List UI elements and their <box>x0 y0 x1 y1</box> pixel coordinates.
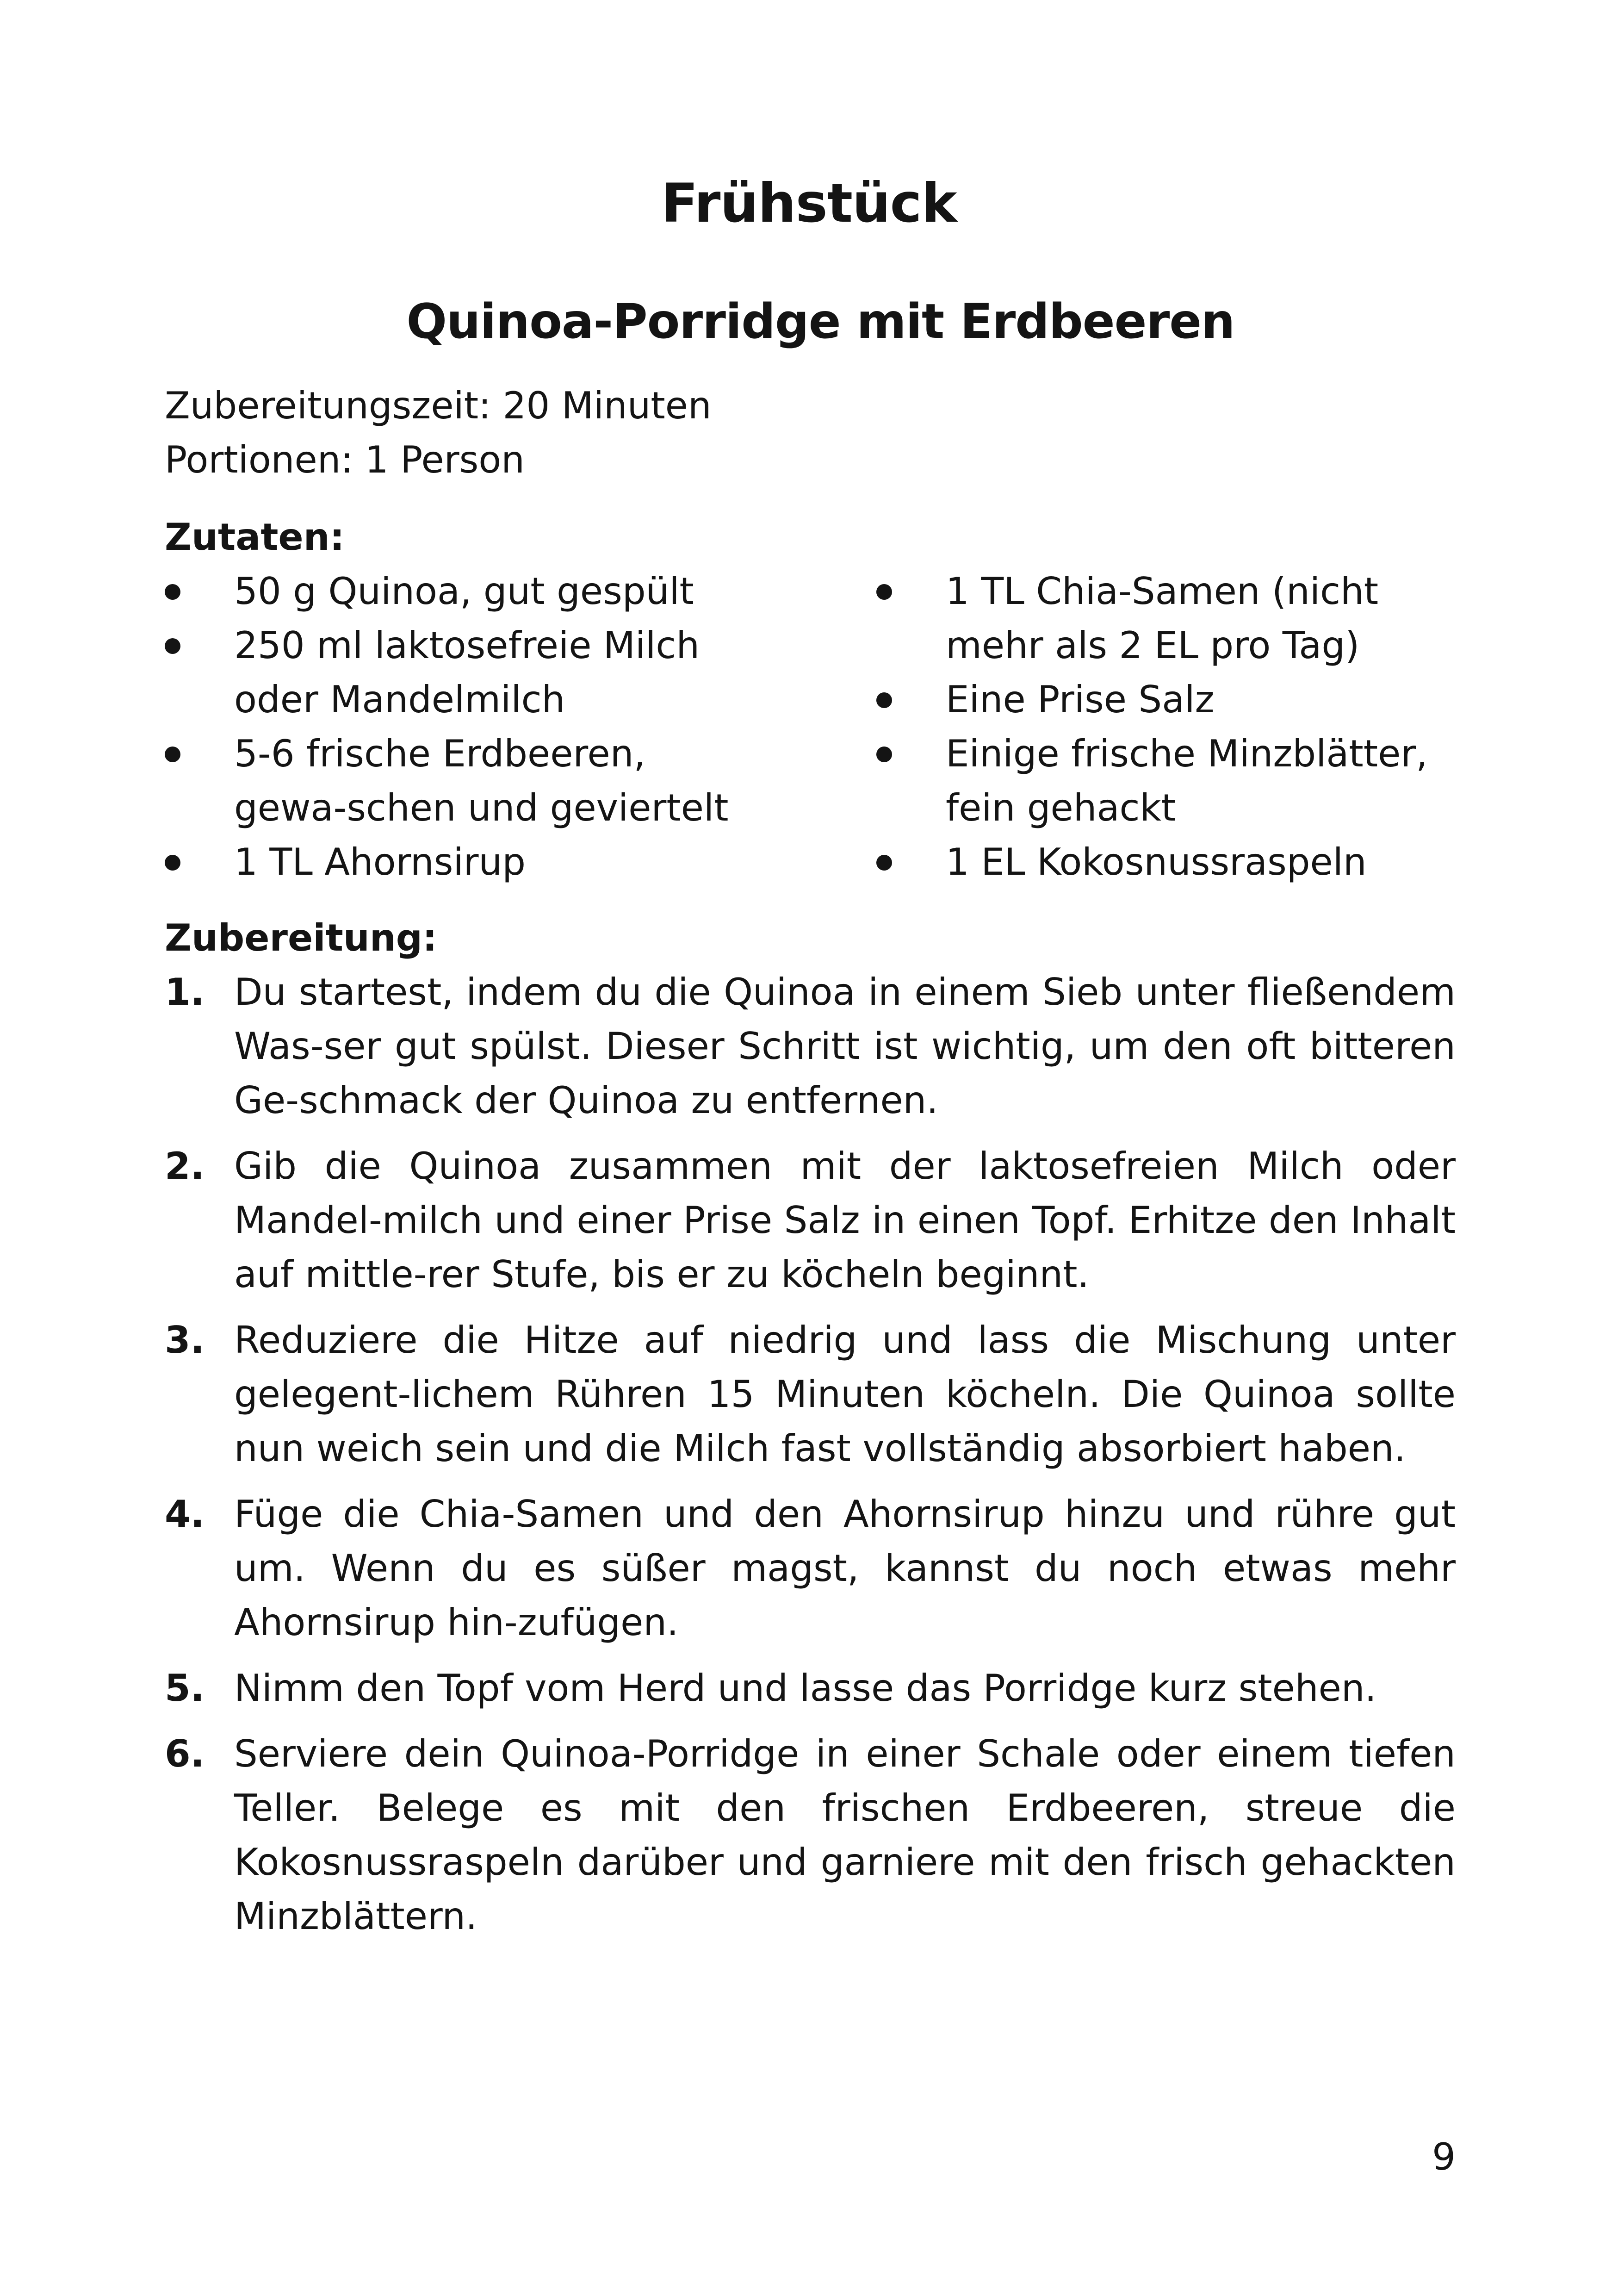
ingredient-text: 50 g Quinoa, gut gespült <box>234 570 694 613</box>
step-item <box>165 1139 1456 1301</box>
step-text: Du startest, indem du die Quinoa in einem Sieb unter fließendem Was-ser gut spülst. Dieser Schritt ist wichtig, um den oft bitteren Ge-schmack der Quinoa zu entfernen. <box>234 971 1456 1122</box>
section-title: Frühstück <box>661 172 957 235</box>
ingredient-text: 1 TL Chia-Samen (nicht mehr als 2 EL pro Tag) <box>946 570 1379 667</box>
recipe-title: Quinoa-Porridge mit Erdbeeren <box>406 294 1235 349</box>
bullet-icon <box>876 747 892 762</box>
step-item <box>165 1313 1456 1475</box>
bullet-icon <box>876 584 892 600</box>
step-text: Nimm den Topf vom Herd und lasse das Porridge kurz stehen. <box>234 1667 1376 1710</box>
ingredient-item <box>165 618 766 727</box>
ingredient-item <box>165 835 766 889</box>
ingredient-item <box>876 672 1478 727</box>
step-item <box>165 965 1456 1127</box>
ingredient-text: 1 EL Kokosnussraspeln <box>946 840 1367 884</box>
recipe-meta <box>165 379 712 487</box>
step-text: Gib die Quinoa zusammen mit der laktosefreien Milch oder Mandel-milch und einer Prise Salz in einen Topf. Erhitze den Inhalt auf mittle-rer Stufe, bis er zu köcheln beginnt. <box>234 1145 1456 1296</box>
ingredient-text: Eine Prise Salz <box>946 678 1215 721</box>
ingredient-text: 1 TL Ahornsirup <box>234 840 526 884</box>
ingredient-text: Einige frische Minzblätter, fein gehackt <box>946 732 1428 829</box>
ingredient-item <box>165 727 766 835</box>
bullet-icon <box>165 584 180 600</box>
ingredients-list-left <box>165 564 766 889</box>
bullet-icon <box>165 747 180 762</box>
preparation-steps <box>165 965 1456 1955</box>
step-number: 4. <box>165 1493 205 1536</box>
bullet-icon <box>165 855 180 871</box>
preparation-heading: Zubereitung: <box>165 916 438 959</box>
ingredient-item <box>876 727 1478 835</box>
step-item <box>165 1487 1456 1649</box>
step-item <box>165 1727 1456 1943</box>
page-number: 9 <box>1432 2135 1456 2178</box>
step-number: 5. <box>165 1667 205 1710</box>
step-text: Serviere dein Quinoa-Porridge in einer Schale oder einem tiefen Teller. Belege es mit den frischen Erdbeeren, streue die Kokosnussraspeln darüber und garniere mit den frisch gehackten Minzblättern. <box>234 1732 1456 1938</box>
servings: Portionen: 1 Person <box>165 438 525 481</box>
ingredients-heading: Zutaten: <box>165 516 345 559</box>
ingredient-text: 250 ml laktosefreie Milch oder Mandelmilch <box>234 624 700 721</box>
ingredient-text: 5-6 frische Erdbeeren, gewa-schen und geviertelt <box>234 732 729 829</box>
step-text: Reduziere die Hitze auf niedrig und lass die Mischung unter gelegent-lichem Rühren 15 Minuten köcheln. Die Quinoa sollte nun weich sein und die Milch fast vollständig absorbiert haben. <box>234 1319 1456 1470</box>
step-item <box>165 1661 1456 1715</box>
ingredients-list-right <box>876 564 1478 889</box>
step-number: 1. <box>165 971 205 1014</box>
bullet-icon <box>165 638 180 654</box>
bullet-icon <box>876 692 892 708</box>
step-number: 6. <box>165 1732 205 1775</box>
step-number: 3. <box>165 1319 205 1362</box>
ingredient-item <box>876 564 1478 672</box>
bullet-icon <box>876 855 892 871</box>
step-text: Füge die Chia-Samen und den Ahornsirup hinzu und rühre gut um. Wenn du es süßer magst, kannst du noch etwas mehr Ahornsirup hin-zufügen. <box>234 1493 1456 1644</box>
prep-time: Zubereitungszeit: 20 Minuten <box>165 384 712 427</box>
step-number: 2. <box>165 1145 205 1188</box>
ingredient-item <box>876 835 1478 889</box>
ingredient-item <box>165 564 766 618</box>
